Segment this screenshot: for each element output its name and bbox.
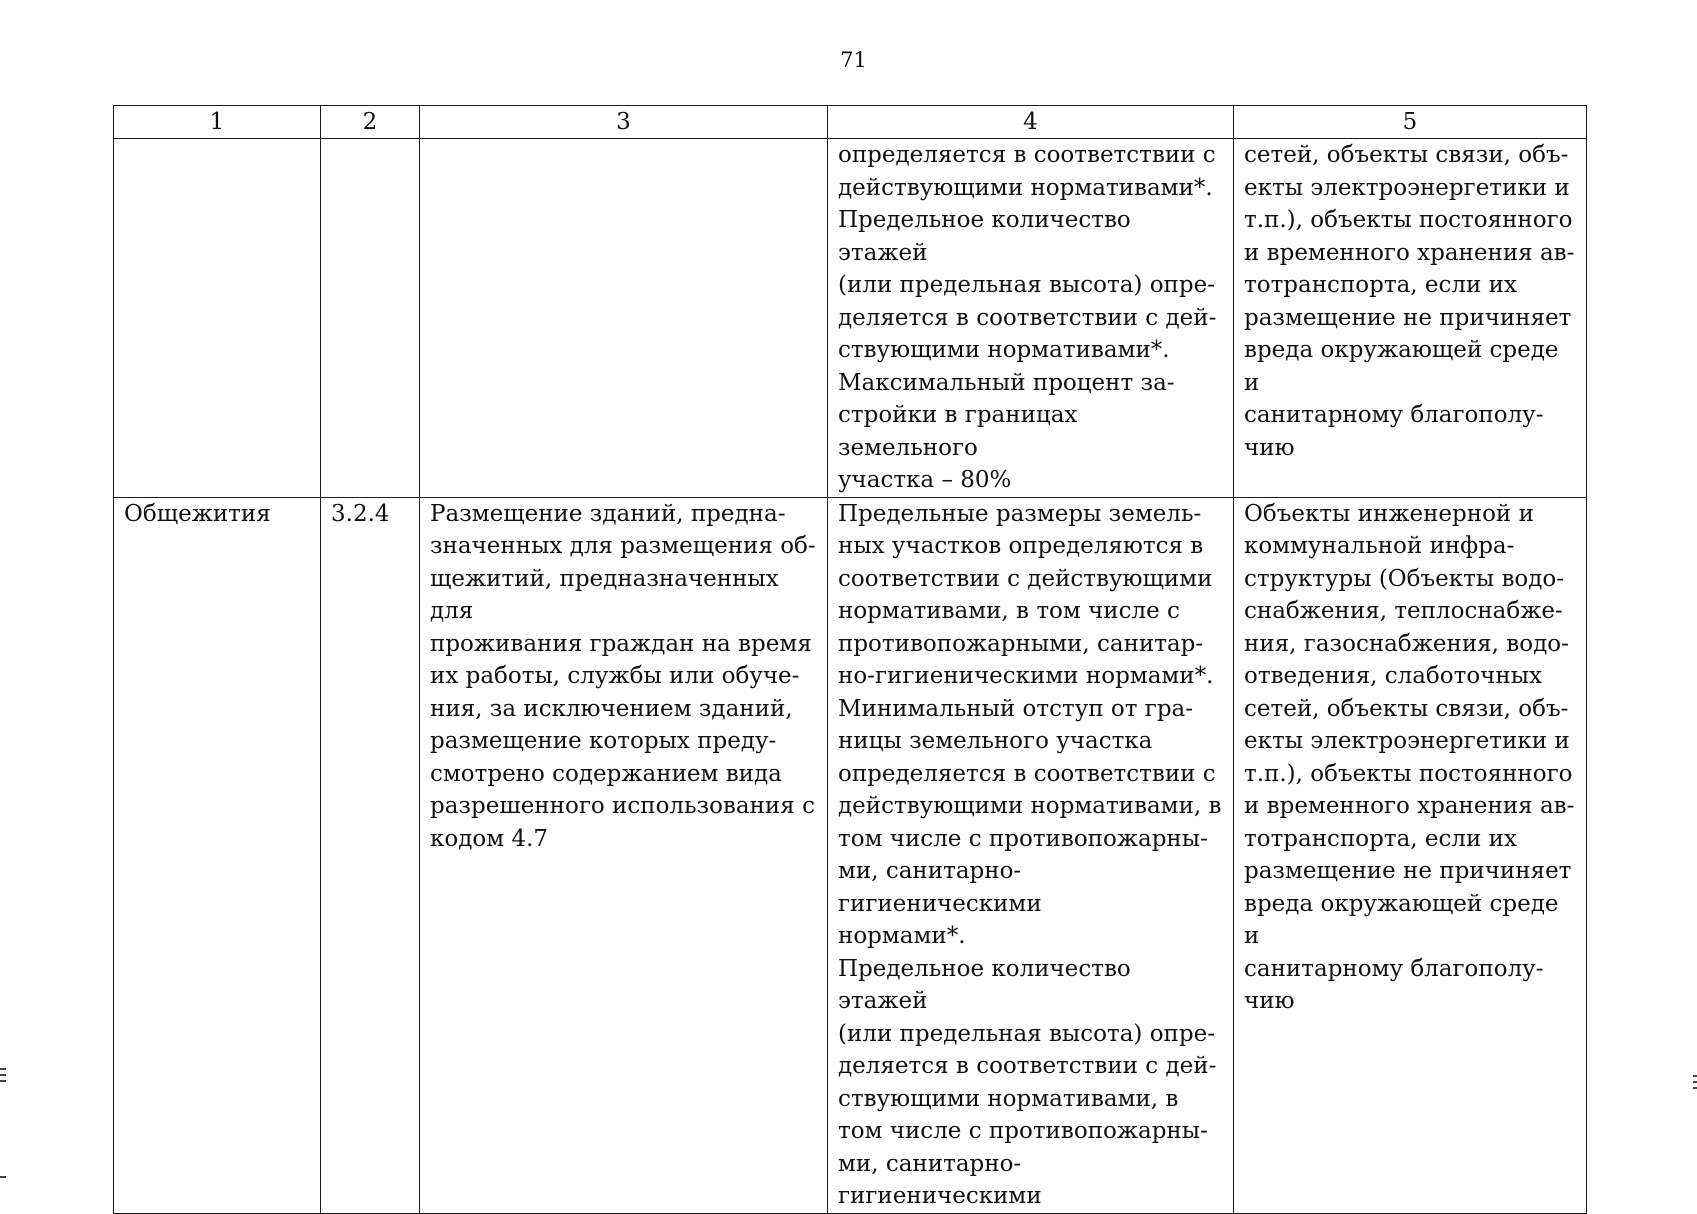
page-number: 71 bbox=[840, 48, 867, 72]
column-header-2: 2 bbox=[321, 106, 420, 139]
scan-margin-mark-bottom bbox=[0, 1176, 6, 1178]
land-use-table bbox=[113, 105, 1587, 1214]
cell-use-description: Размещение зданий, предна- значенных для размещения об- щежитий, предназначенных для проживания граждан на время их работы, службы или обуче- ния, за исключением зданий, размещение которых преду- смотрено содержанием вида разрешенного использования с кодом 4.7 bbox=[420, 497, 828, 1213]
cell-use-name bbox=[114, 139, 321, 498]
cell-use-description bbox=[420, 139, 828, 498]
column-header-3: 3 bbox=[420, 106, 828, 139]
column-header-1: 1 bbox=[114, 106, 321, 139]
column-header-5: 5 bbox=[1234, 106, 1587, 139]
table-row bbox=[114, 139, 1587, 498]
column-header-4: 4 bbox=[828, 106, 1234, 139]
scan-margin-marks-left bbox=[0, 1068, 6, 1086]
table-row bbox=[114, 497, 1587, 1213]
cell-use-code bbox=[321, 139, 420, 498]
cell-auxiliary-uses: сетей, объекты связи, объ- екты электроэнергетики и т.п.), объекты постоянного и временного хранения ав- тотранспорта, если их размещение не причиняет вреда окружающей среде и санитарному благополу- чию bbox=[1234, 139, 1587, 498]
cell-parameters: Предельные размеры земель- ных участков определяются в соответствии с действующими нормативами, в том числе с противопожарными, санитар- но-гигиеническими нормами*. Минимальный отступ от гра- ницы земельного участка определяется в соответствии с действующими нормативами, в том числе с противопожарны- ми, санитарно-гигиеническими нормами*. Предельное количество этажей (или предельная высота) опре- деляется в соответствии с дей- ствующими нормативами, в том числе с противопожарны- ми, санитарно-гигиеническими bbox=[828, 497, 1234, 1213]
cell-use-code: 3.2.4 bbox=[321, 497, 420, 1213]
cell-use-name: Общежития bbox=[114, 497, 321, 1213]
cell-auxiliary-uses: Объекты инженерной и коммунальной инфра- структуры (Объекты водо- снабжения, теплоснабже- ния, газоснабжения, водо- отведения, слаботочных сетей, объекты связи, объ- екты электроэнергетики и т.п.), объекты постоянного и временного хранения ав- тотранспорта, если их размещение не причиняет вреда окружающей среде и санитарному благополу- чию bbox=[1234, 497, 1587, 1213]
scan-margin-marks-right bbox=[1693, 1075, 1697, 1093]
table-header-row bbox=[114, 106, 1587, 139]
cell-parameters: определяется в соответствии с действующими нормативами*. Предельное количество этажей (или предельная высота) опре- деляется в соответствии с дей- ствующими нормативами*. Максимальный процент за- стройки в границах земельного участка – 80% bbox=[828, 139, 1234, 498]
